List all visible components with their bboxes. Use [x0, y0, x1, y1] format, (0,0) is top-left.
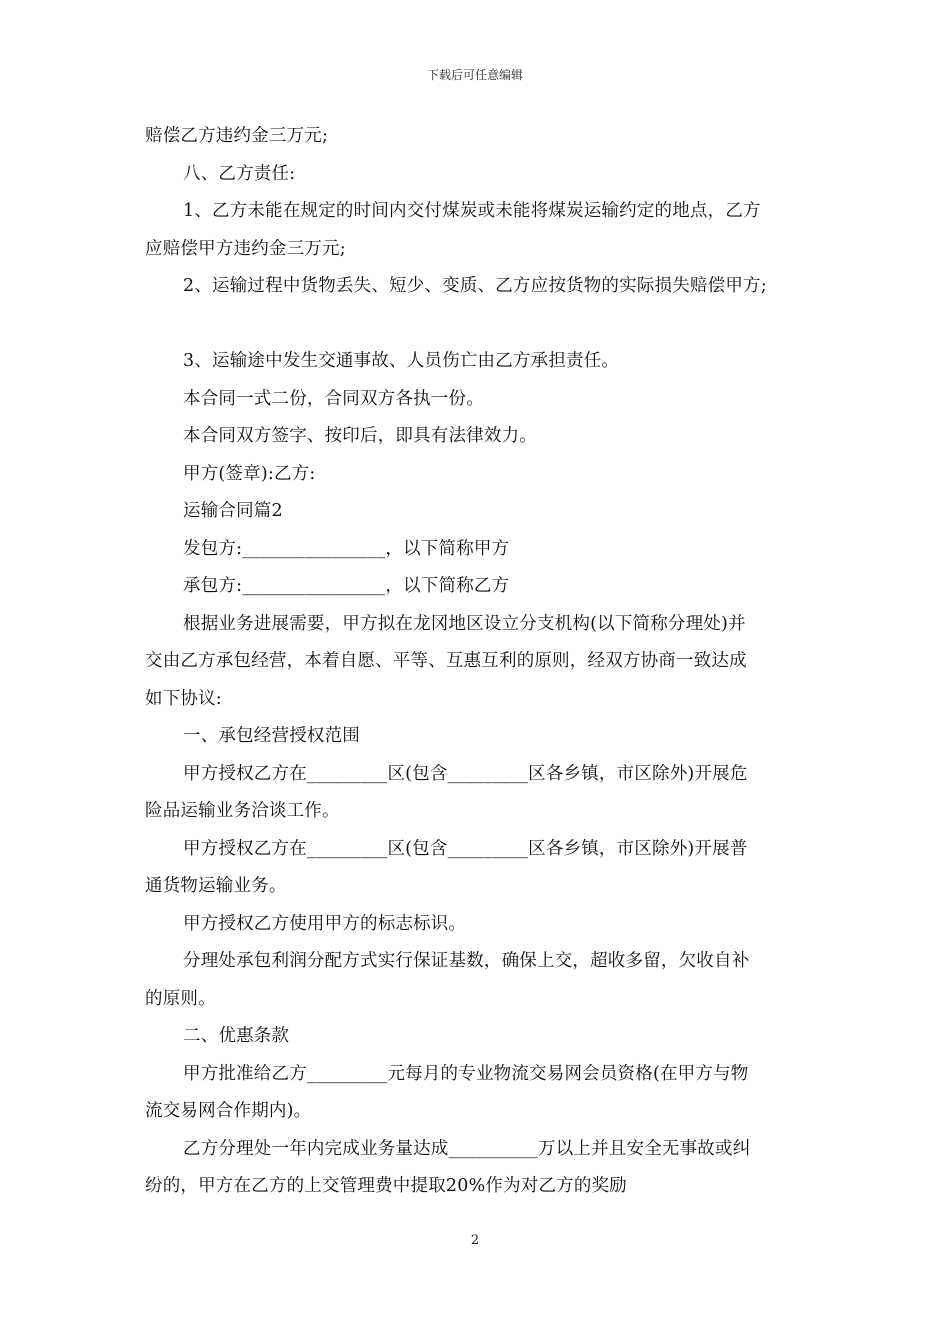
text-line: 本合同双方签字、按印后，即具有法律效力。: [183, 426, 537, 446]
para-15: [145, 831, 810, 906]
para-07: [145, 418, 810, 456]
para-09: [145, 493, 810, 531]
text-line: 乙方分理处一年内完成业务量达成__________万以上并且安全无事故或纠: [183, 1138, 751, 1159]
page-number: 2: [470, 1233, 480, 1248]
para-11: [145, 568, 810, 606]
para-14: [145, 756, 810, 831]
text-line: 运输合同篇2: [183, 501, 283, 521]
text-line: 赔偿乙方违约金三万元;: [145, 126, 329, 146]
document-body: [145, 118, 810, 1206]
text-line: 八、乙方责任:: [183, 163, 296, 184]
text-line: 如下协议:: [145, 688, 222, 709]
text-line: 甲方(签章):乙方:: [183, 463, 316, 484]
text-line: 二、优惠条款: [183, 1026, 290, 1046]
para-03: [145, 193, 810, 268]
para-04: [145, 268, 810, 306]
text-line: 1、乙方未能在规定的时间内交付煤炭或未能将煤炭运输约定的地点，乙方: [183, 201, 761, 221]
text-line: 交由乙方承包经营，本着自愿、平等、互惠互利的原则，经双方协商一致达成: [145, 651, 747, 671]
text-line: 2、运输过程中货物丢失、短少、变质、乙方应按货物的实际损失赔偿甲方;: [183, 276, 767, 296]
text-line: 甲方授权乙方在_________区(包含_________区各乡镇，市区除外)开展普: [183, 838, 748, 859]
text-line: 根据业务进展需要，甲方拟在龙冈地区设立分支机构(以下简称分理处)并: [183, 613, 746, 634]
text-line: 纷的，甲方在乙方的上交管理费中提取20%作为对乙方的奖励: [145, 1176, 627, 1196]
page-header: 下载后可任意编辑: [426, 68, 523, 82]
para-08: [145, 456, 810, 494]
text-line: 一、承包经营授权范围: [183, 726, 360, 746]
text-line: 甲方授权乙方使用甲方的标志标识。: [183, 913, 467, 934]
para-13: [145, 718, 810, 756]
text-line: 甲方授权乙方在_________区(包含_________区各乡镇，市区除外)开展危: [183, 763, 748, 784]
para-19: [145, 1056, 810, 1131]
para-06: [145, 381, 810, 419]
text-line: 的原则。: [145, 988, 216, 1009]
text-line: 甲方批准给乙方_________元每月的专业物流交易网会员资格(在甲方与物: [183, 1063, 749, 1084]
para-05: [145, 343, 810, 381]
text-line: 本合同一式二份，合同双方各执一份。: [183, 388, 484, 409]
text-line: 通货物运输业务。: [145, 876, 287, 896]
text-line: 发包方:________________，以下简称甲方: [183, 538, 510, 559]
para-16: [145, 906, 810, 944]
text-line: 应赔偿甲方违约金三万元;: [145, 238, 346, 259]
para-17: [145, 943, 810, 1018]
para-10: [145, 531, 810, 569]
text-line: 分理处承包利润分配方式实行保证基数，确保上交，超收多留，欠收自补: [183, 951, 750, 971]
para-18: [145, 1018, 810, 1056]
text-line: 流交易网合作期内)。: [145, 1101, 312, 1121]
text-line: 承包方:________________，以下简称乙方: [183, 576, 510, 596]
text-line: 3、运输途中发生交通事故、人员伤亡由乙方承担责任。: [183, 351, 620, 371]
para-12: [145, 606, 810, 719]
text-line: 险品运输业务洽谈工作。: [145, 801, 340, 821]
para-01: [145, 118, 810, 156]
paragraph-gap: [145, 306, 810, 344]
para-02: [145, 156, 810, 194]
para-20: [145, 1131, 810, 1206]
